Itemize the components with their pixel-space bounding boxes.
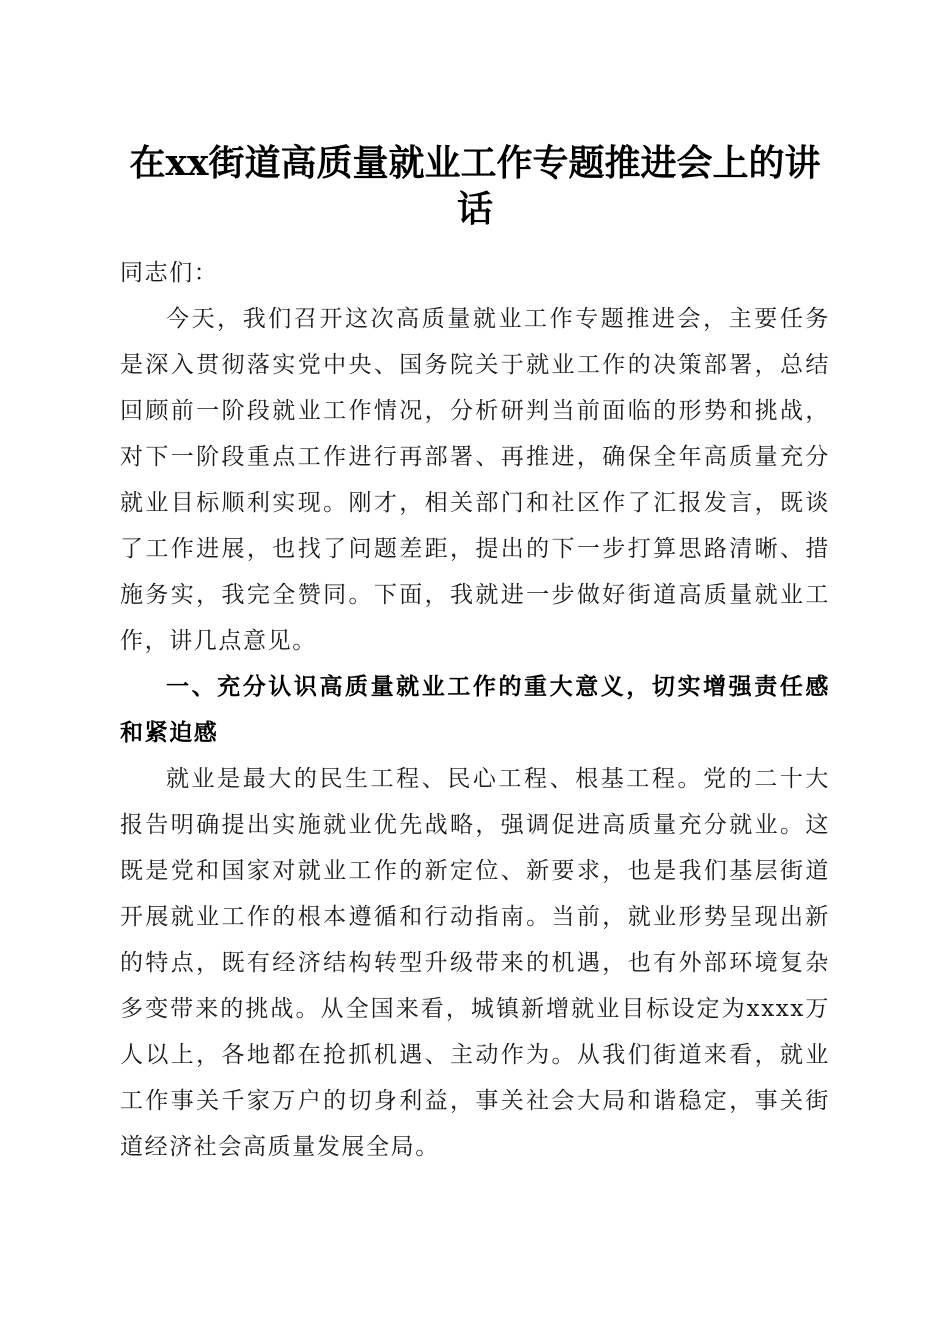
document-title: 在xx街道高质量就业工作专题推进会上的讲话 [129,142,821,230]
section-paragraph: 就业是最大的民生工程、民心工程、根基工程。党的二十大报告明确提出实施就业优先战略，强调促进高质量充分就业。这既是党和国家对就业工作的新定位、新要求，也是我们基层街道开展就业工作的根本遵循和行动指南。当前，就业形势呈现出新的特点，既有经济结构转型升级带来的机遇，也有外部环境复杂多变带来的挑战。从全国来看，城镇新增就业目标设定为xxxx万人以上，各地都在抢抓机遇、主动作为。从我们街道来看，就业工作事关千家万户的切身利益，事关社会大局和谐稳定，事关街道经济社会高质量发展全局。 [120,766,830,1160]
intro-paragraph: 今天，我们召开这次高质量就业工作专题推进会，主要任务是深入贯彻落实党中央、国务院关于就业工作的决策部署，总结回顾前一阶段就业工作情况，分析研判当前面临的形势和挑战，对下一阶段重点工作进行再部署、再推进，确保全年高质量充分就业目标顺利实现。刚才，相关部门和社区作了汇报发言，既谈了工作进展，也找了问题差距，提出的下一步打算思路清晰、措施务实，我完全赞同。下面，我就进一步做好街道高质量就业工作，讲几点意见。 [120,306,830,654]
salutation: 同志们： [120,260,219,286]
section-heading: 一、充分认识高质量就业工作的重大意义，切实增强责任感和紧迫感 [120,674,830,746]
document-body [120,250,830,1170]
